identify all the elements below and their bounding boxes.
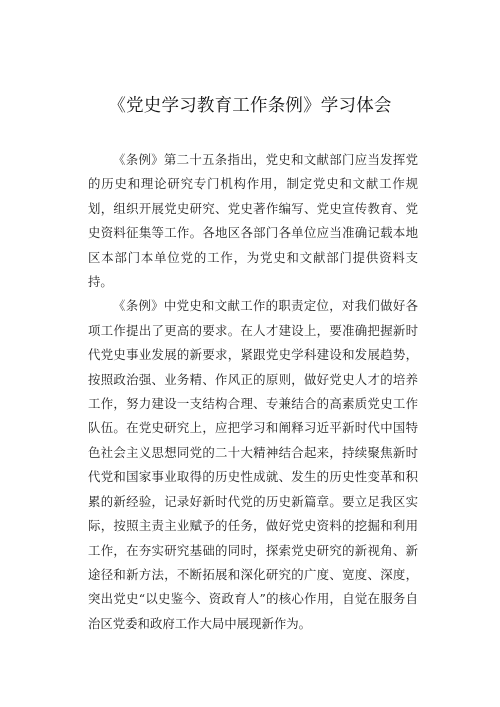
paragraph-1: 《条例》第二十五条指出，党史和文献部门应当发挥党的历史和理论研究专门机构作用，制定党史和文献工作规划，组织开展党史研究、党史著作编写、党史宣传教育、党史资料征集等工作。各地区各部门各单位应当准确记载本地区本部门本单位党的工作，为党史和文献部门提供资料支持。 — [88, 152, 418, 290]
document-title: 《党史学习教育工作条例》学习体会 — [108, 96, 392, 116]
paragraph-2: 《条例》中党史和文献工作的职责定位，对我们做好各项工作提出了更高的要求。在人才建设上，要准确把握新时代党史事业发展的新要求，紧跟党史学科建设和发展趋势，按照政治强、业务精、作风正的原则，做好党史人才的培养工作，努力建设一支结构合理、专兼结合的高素质党史工作队伍。在党史研究上，应把学习和阐释习近平新时代中国特色社会主义思想同党的二十大精神结合起来，持续聚焦新时代党和国家事业取得的历史性成就、发生的历史性变革和积累的新经验，记录好新时代党的历史新篇章。要立足我区实际，按照主责主业赋予的任务，做好党史资料的挖掘和利用工作，在夯实研究基础的同时，探索党史研究的新视角、新途径和新方法，不断拓展和深化研究的广度、宽度、深度，突出党史“以史鉴今、资政育人”的核心作用，自觉在服务自治区党委和政府工作大局中展现新作为。 — [88, 298, 418, 631]
document-body — [88, 148, 418, 636]
